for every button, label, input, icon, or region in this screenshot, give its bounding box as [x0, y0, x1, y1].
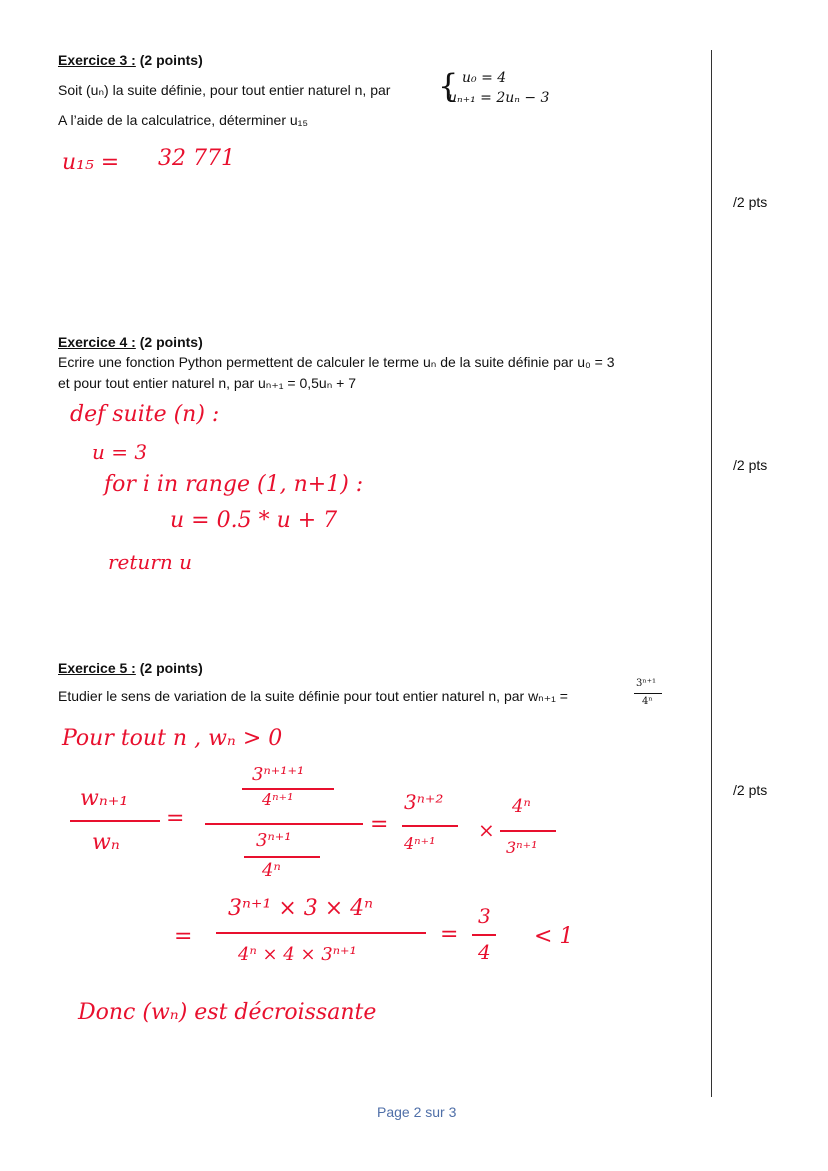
- ex5-big-numerator: 3ⁿ⁺¹ × 3 × 4ⁿ: [228, 896, 374, 921]
- ex5-main-bar: [205, 823, 363, 825]
- ex5-conclusion: Donc (wₙ) est décroissante: [78, 1000, 377, 1025]
- ex5-factor2-bar: [500, 830, 556, 832]
- ex5-less-than-one: < 1: [534, 924, 574, 949]
- ex4-code-line-5: return u: [108, 550, 192, 574]
- page-number: Page 2 sur 3: [377, 1104, 457, 1120]
- ex5-factor1-numerator: 3ⁿ⁺²: [404, 790, 444, 814]
- ex5-heading: Exercice 5 : (2 points): [58, 660, 203, 676]
- ex5-points: /2 pts: [733, 782, 768, 798]
- ex4-code-line-1: def suite (n) :: [70, 402, 220, 427]
- ex5-inner-bottom-bar: [244, 856, 320, 858]
- ex5-def-fraction-bar: [634, 693, 662, 694]
- ex5-def-numerator: 3ⁿ⁺¹: [636, 678, 656, 689]
- ex4-statement-line2: et pour tout entier naturel n, par uₙ₊₁ = 0,5uₙ + 7: [58, 375, 357, 391]
- ex5-big-bar: [216, 932, 426, 934]
- ex5-inner-top-denominator: 4ⁿ⁺¹: [262, 790, 294, 809]
- ex3-question: A l’aide de la calculatrice, déterminer u₁₅: [58, 112, 309, 128]
- ex3-system-line1: u₀ = 4: [462, 70, 507, 86]
- margin-divider: [711, 50, 712, 1097]
- ex5-inner-top-numerator: 3ⁿ⁺¹⁺¹: [252, 764, 305, 785]
- ex5-factor2-numerator: 4ⁿ: [512, 796, 531, 817]
- ex4-code-line-2: u = 3: [92, 440, 148, 464]
- ex4-points: /2 pts: [733, 457, 768, 473]
- ex5-result-bar: [472, 934, 496, 936]
- ex5-factor1-denominator: 4ⁿ⁺¹: [404, 834, 436, 853]
- ex5-big-denominator: 4ⁿ × 4 × 3ⁿ⁺¹: [238, 944, 357, 965]
- ex5-factor1-bar: [402, 825, 458, 827]
- ex5-statement: Etudier le sens de variation de la suite définie pour tout entier naturel n, par wₙ₊₁ =: [58, 688, 568, 704]
- ex4-heading: Exercice 4 : (2 points): [58, 334, 203, 350]
- ex5-eq-1: =: [166, 806, 185, 831]
- ex3-answer-value: 32 771: [158, 146, 235, 171]
- ex3-system-brace: {: [438, 67, 459, 105]
- ex5-result-numerator: 3: [478, 904, 491, 928]
- ex3-points: /2 pts: [733, 194, 768, 210]
- ex5-factor2-denominator: 3ⁿ⁺¹: [506, 838, 538, 857]
- ex5-lhs-bar: [70, 820, 160, 822]
- ex5-inner-bottom-denominator: 4ⁿ: [262, 860, 281, 881]
- ex4-code-line-3: for i in range (1, n+1) :: [104, 472, 364, 497]
- ex5-lhs-numerator: wₙ₊₁: [80, 786, 129, 811]
- ex3-statement: Soit (uₙ) la suite définie, pour tout entier naturel n, par: [58, 82, 391, 98]
- ex3-system-line2: uₙ₊₁ = 2uₙ − 3: [448, 90, 550, 106]
- ex5-eq-4: =: [440, 922, 459, 947]
- ex3-answer-label: u₁₅ =: [62, 150, 120, 175]
- ex5-eq-3: =: [174, 924, 193, 949]
- ex5-work-line1: Pour tout n , wₙ > 0: [62, 726, 283, 751]
- ex4-code-line-4: u = 0.5 * u + 7: [170, 508, 338, 533]
- ex5-lhs-denominator: wₙ: [92, 830, 120, 855]
- ex4-statement-line1: Ecrire une fonction Python permettent de calculer le terme uₙ de la suite définie par u₀ = 3: [58, 354, 615, 370]
- ex5-eq-2: =: [370, 812, 389, 837]
- ex5-inner-bottom-numerator: 3ⁿ⁺¹: [256, 830, 292, 851]
- ex3-heading: Exercice 3 : (2 points): [58, 52, 203, 68]
- ex5-times: ×: [478, 818, 495, 842]
- ex5-def-denominator: 4ⁿ: [642, 696, 653, 707]
- ex5-result-denominator: 4: [478, 940, 491, 964]
